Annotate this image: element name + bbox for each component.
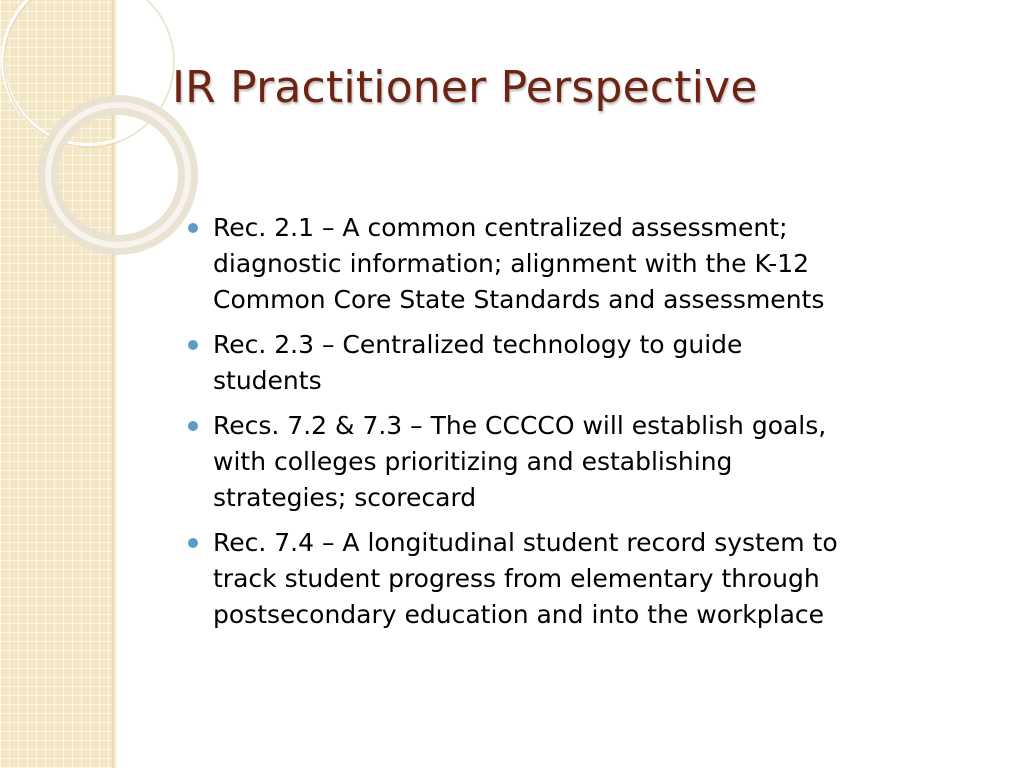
bullet-text-line: students xyxy=(213,366,322,395)
upper-ring-shadow xyxy=(4,0,174,147)
bullet-text-line: strategies; scorecard xyxy=(213,483,477,512)
bullet-item xyxy=(188,327,998,399)
slide-title: IR Practitioner Perspective xyxy=(172,62,758,113)
bullet-marker-icon xyxy=(188,421,198,431)
bullet-text-line: diagnostic information; alignment with the K-12 xyxy=(213,249,810,278)
bullet-item xyxy=(188,525,998,633)
bullet-marker-icon xyxy=(188,538,198,548)
bullet-text-line: Common Core State Standards and assessments xyxy=(213,285,825,314)
bullet-text-line: postsecondary education and into the workplace xyxy=(213,600,825,629)
bullet-item xyxy=(188,408,998,516)
bullet-text-line: Rec. 2.3 – Centralized technology to guide xyxy=(213,330,743,359)
bullet-text-line: Recs. 7.2 & 7.3 – The CCCCO will establish goals, xyxy=(213,411,827,440)
lower-ring-highlight xyxy=(48,105,188,245)
decorative-rings xyxy=(0,0,200,260)
bullet-marker-icon xyxy=(188,223,198,233)
bullet-text-line: track student progress from elementary through xyxy=(213,564,820,593)
bullet-marker-icon xyxy=(188,340,198,350)
bullet-list xyxy=(188,210,998,642)
bullet-text-line: Rec. 7.4 – A longitudinal student record system to xyxy=(213,528,838,557)
bullet-item xyxy=(188,210,998,318)
bullet-text-line: Rec. 2.1 – A common centralized assessment; xyxy=(213,213,788,242)
bullet-text-line: with colleges prioritizing and establishing xyxy=(213,447,733,476)
